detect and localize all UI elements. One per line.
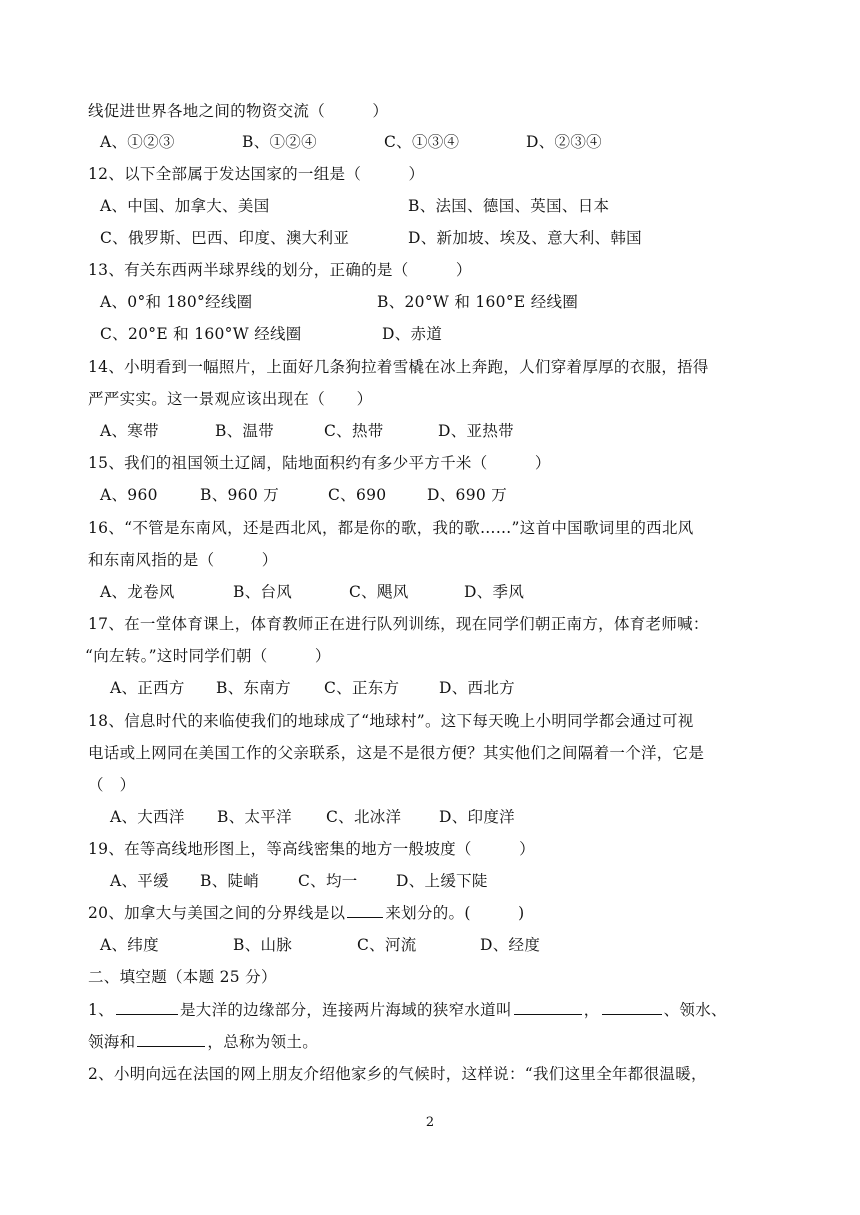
fill1-line2: 领海和 ，总称为领土。 <box>88 1027 318 1057</box>
section-heading: 二、填空题（本题 25 分） <box>88 968 277 986</box>
option-a: A、960 <box>100 486 158 504</box>
option-a: A、中国、加拿大、美国 <box>100 197 270 215</box>
option-c: C、690 <box>328 486 387 504</box>
option-c: C、飓风 <box>349 583 409 601</box>
fill-blank <box>116 996 178 1015</box>
option-a: A、平缓 <box>110 872 169 890</box>
option-c: C、①③④ <box>384 133 460 151</box>
page-number: 2 <box>425 1115 435 1130</box>
option-b: B、东南方 <box>216 679 291 697</box>
option-a: A、龙卷风 <box>100 583 175 601</box>
option-b: B、20°W 和 160°E 经线圈 <box>377 293 579 311</box>
option-d: D、赤道 <box>382 325 443 343</box>
q19-stem: 19、在等高线地形图上，等高线密集的地方一般坡度（ ） <box>88 840 535 858</box>
q18-stem-line1: 18、信息时代的来临使我们的地球成了“地球村”。这下每天晚上小明同学都会通过可视 <box>88 712 694 730</box>
option-c: C、俄罗斯、巴西、印度、澳大利亚 <box>100 229 350 247</box>
option-d: D、亚热带 <box>438 422 514 440</box>
option-c: C、均一 <box>298 872 358 890</box>
option-d: D、西北方 <box>439 679 515 697</box>
q17-stem-line2: “向左转。”这时同学们朝（ ） <box>85 647 331 665</box>
option-a: A、①②③ <box>100 133 175 151</box>
q17-stem-line1: 17、在一堂体育课上，体育教师正在进行队列训练，现在同学们朝正南方，体育老师喊： <box>88 615 709 633</box>
fill-blank <box>137 1028 205 1047</box>
option-c: C、热带 <box>324 422 384 440</box>
option-a: A、正西方 <box>110 679 185 697</box>
option-a: A、寒带 <box>100 422 159 440</box>
q16-stem-line1: 16、“不管是东南风，还是西北风，都是你的歌，我的歌……”这首中国歌词里的西北风 <box>88 519 694 537</box>
option-b: B、法国、德国、英国、日本 <box>408 197 610 215</box>
option-b: B、960 万 <box>200 486 280 504</box>
option-d: D、季风 <box>464 583 525 601</box>
q16-stem-line2: 和东南风指的是（ ） <box>88 551 278 569</box>
option-c: C、正东方 <box>324 679 400 697</box>
option-d: D、②③④ <box>526 133 602 151</box>
option-b: B、①②④ <box>242 133 317 151</box>
fill1-line1: 1、 是大洋的边缘部分，连接两片海域的狭窄水道叫 ， 、领水、 <box>88 995 727 1025</box>
option-b: B、太平洋 <box>217 808 292 826</box>
q20-stem: 20、加拿大与美国之间的分界线是以 来划分的。( ) <box>88 898 524 928</box>
q15-stem: 15、我们的祖国领土辽阔，陆地面积约有多少平方千米（ ） <box>88 454 551 472</box>
q13-stem: 13、有关东西两半球界线的划分，正确的是（ ） <box>88 261 472 279</box>
option-c: C、20°E 和 160°W 经线圈 <box>100 325 302 343</box>
q14-stem-line1: 14、小明看到一幅照片，上面好几条狗拉着雪橇在冰上奔跑，人们穿着厚厚的衣服，捂得 <box>88 358 709 376</box>
option-b: B、温带 <box>215 422 275 440</box>
q18-stem-line3: （ ） <box>88 776 136 794</box>
option-b: B、陡峭 <box>200 872 260 890</box>
answer-blank <box>347 899 383 918</box>
option-d: D、690 万 <box>427 486 508 504</box>
option-c: C、北冰洋 <box>326 808 402 826</box>
q18-stem-line2: 电话或上网同在美国工作的父亲联系，这是不是很方便？其实他们之间隔着一个洋，它是 <box>88 744 705 762</box>
option-c: C、河流 <box>357 936 417 954</box>
option-a: A、纬度 <box>100 936 159 954</box>
option-a: A、大西洋 <box>110 808 185 826</box>
fill-blank <box>602 996 662 1015</box>
option-d: D、印度洋 <box>439 808 515 826</box>
fill2-line1: 2、小明向远在法国的网上朋友介绍他家乡的气候时，这样说：“我们这里全年都很温暖， <box>88 1065 707 1083</box>
option-d: D、上缓下陡 <box>396 872 488 890</box>
option-b: B、山脉 <box>233 936 293 954</box>
fill-blank <box>514 996 582 1015</box>
option-a: A、0°和 180°经线圈 <box>100 293 253 311</box>
q11-stem-tail: 线促进世界各地之间的物资交流（ ） <box>88 102 389 120</box>
option-b: B、台风 <box>233 583 293 601</box>
q14-stem-line2: 严严实实。这一景观应该出现在（ ） <box>88 390 373 408</box>
option-d: D、经度 <box>480 936 541 954</box>
option-d: D、新加坡、埃及、意大利、韩国 <box>408 229 642 247</box>
q12-stem: 12、以下全部属于发达国家的一组是（ ） <box>88 165 425 183</box>
